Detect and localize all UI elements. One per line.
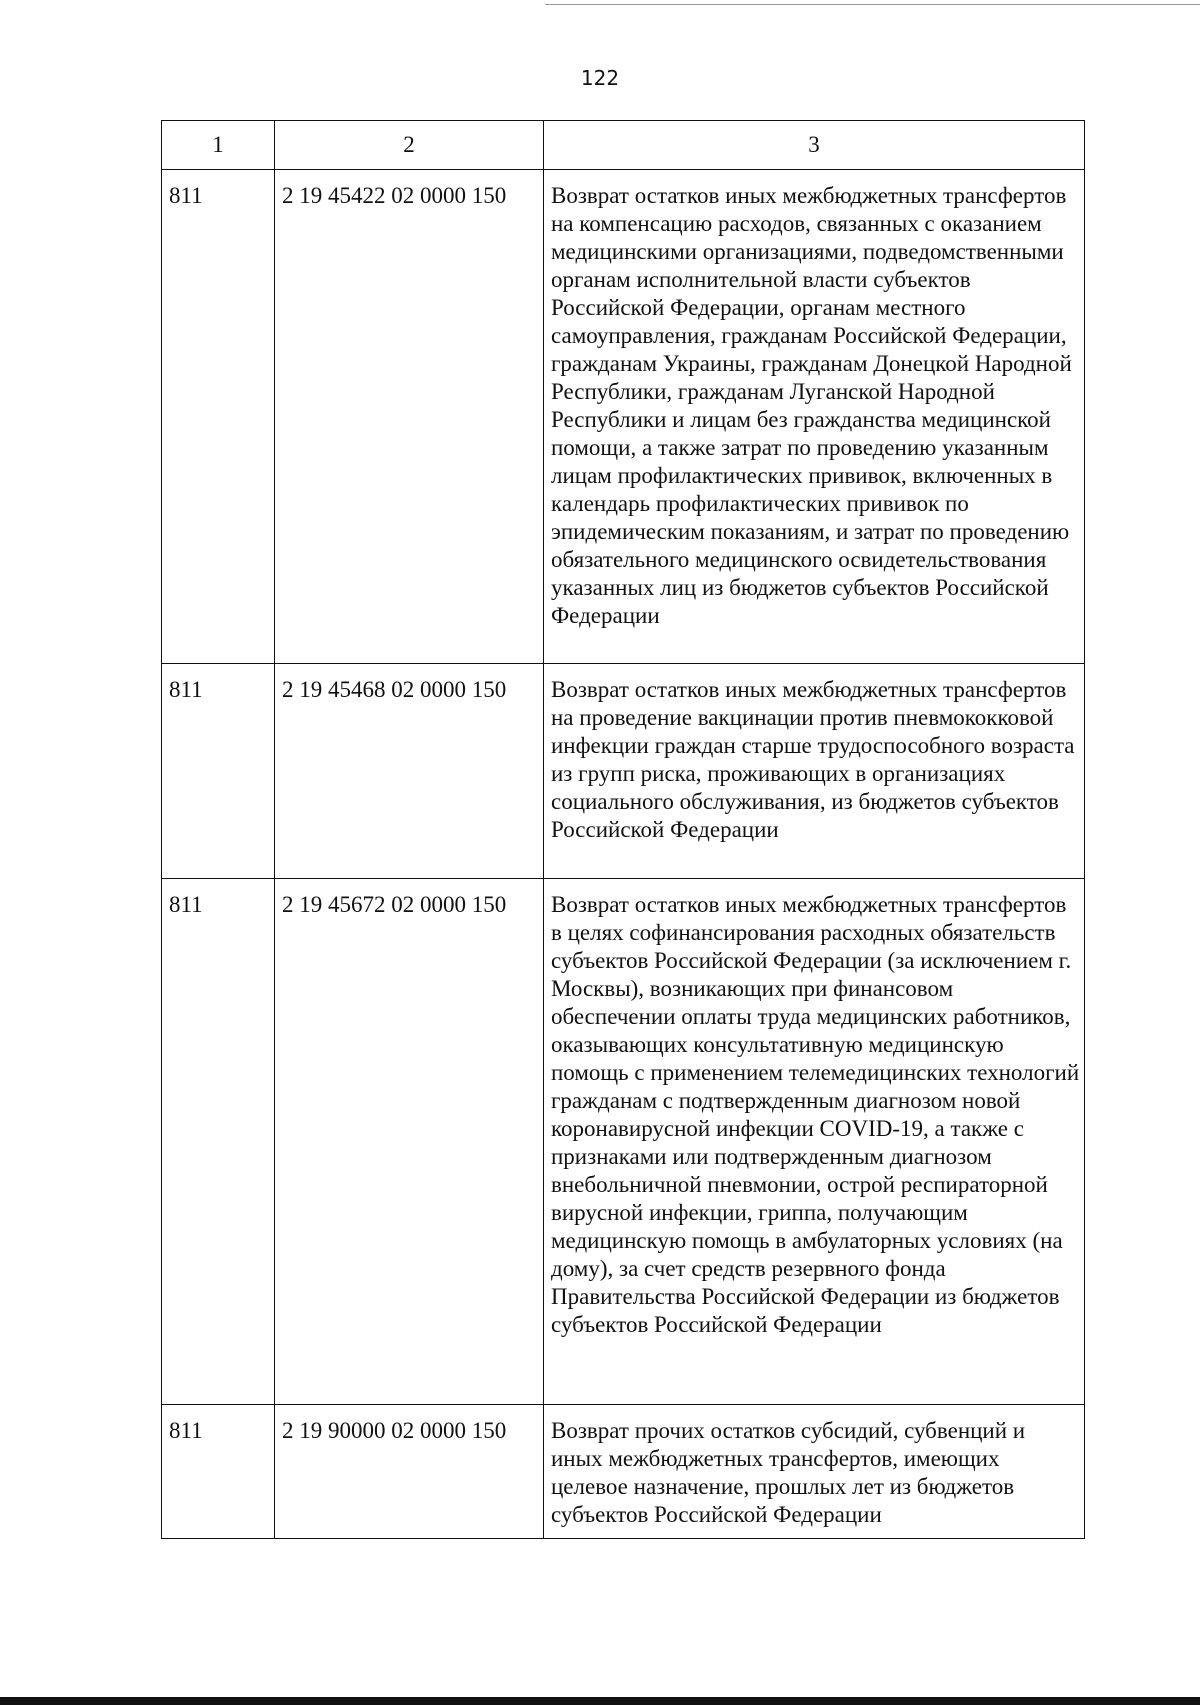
admin-code-cell: 811 bbox=[162, 170, 275, 664]
table-row bbox=[162, 1405, 1085, 1539]
description-cell: Возврат прочих остатков субсидий, субвенций и иных межбюджетных трансфертов, имеющих целевое назначение, прошлых лет из бюджетов субъектов Российской Федерации bbox=[544, 1405, 1085, 1539]
budget-code-cell: 2 19 90000 02 0000 150 bbox=[275, 1405, 544, 1539]
table-row bbox=[162, 664, 1085, 879]
page-number: 122 bbox=[580, 66, 620, 90]
bottom-scan-edge bbox=[0, 1697, 1200, 1705]
budget-codes-table bbox=[161, 120, 1085, 1539]
admin-code-cell: 811 bbox=[162, 1405, 275, 1539]
description-cell: Возврат остатков иных межбюджетных трансфертов на проведение вакцинации против пневмококковой инфекции граждан старше трудоспособного возраста из групп риска, проживающих в организациях социального обслуживания, из бюджетов субъектов Российской Федерации bbox=[544, 664, 1085, 879]
description-cell: Возврат остатков иных межбюджетных трансфертов в целях софинансирования расходных обязательств субъектов Российской Федерации (за исключением г. Москвы), возникающих при финансовом обеспечении оплаты труда медицинских работников, оказывающих консультативную медицинскую помощь с применением телемедицинских технологий гражданам с подтвержденным диагнозом новой коронавирусной инфекции COVID-19, а также с признаками или подтвержденным диагнозом внебольничной пневмонии, острой респираторной вирусной инфекции, гриппа, получающим медицинскую помощь в амбулаторных условиях (на дому), за счет средств резервного фонда Правительства Российской Федерации из бюджетов субъектов Российской Федерации bbox=[544, 879, 1085, 1405]
budget-code-cell: 2 19 45468 02 0000 150 bbox=[275, 664, 544, 879]
top-scan-rule bbox=[545, 4, 1200, 5]
admin-code-cell: 811 bbox=[162, 879, 275, 1405]
budget-code-cell: 2 19 45672 02 0000 150 bbox=[275, 879, 544, 1405]
description-cell: Возврат остатков иных межбюджетных трансфертов на компенсацию расходов, связанных с оказанием медицинскими организациями, подведомственными органам исполнительной власти субъектов Российской Федерации, органам местного самоуправления, гражданам Российской Федерации, гражданам Украины, гражданам Донецкой Народной Республики, гражданам Луганской Народной Республики и лицам без гражданства медицинской помощи, а также затрат по проведению указанным лицам профилактических прививок, включенных в календарь профилактических прививок по эпидемическим показаниям, и затрат по проведению обязательного медицинского освидетельствования указанных лиц из бюджетов субъектов Российской Федерации bbox=[544, 170, 1085, 664]
table-row bbox=[162, 170, 1085, 664]
column-header-2: 2 bbox=[275, 121, 544, 170]
budget-code-cell: 2 19 45422 02 0000 150 bbox=[275, 170, 544, 664]
column-header-1: 1 bbox=[162, 121, 275, 170]
admin-code-cell: 811 bbox=[162, 664, 275, 879]
column-header-3: 3 bbox=[544, 121, 1085, 170]
table-row bbox=[162, 879, 1085, 1405]
table-header-row bbox=[162, 121, 1085, 170]
